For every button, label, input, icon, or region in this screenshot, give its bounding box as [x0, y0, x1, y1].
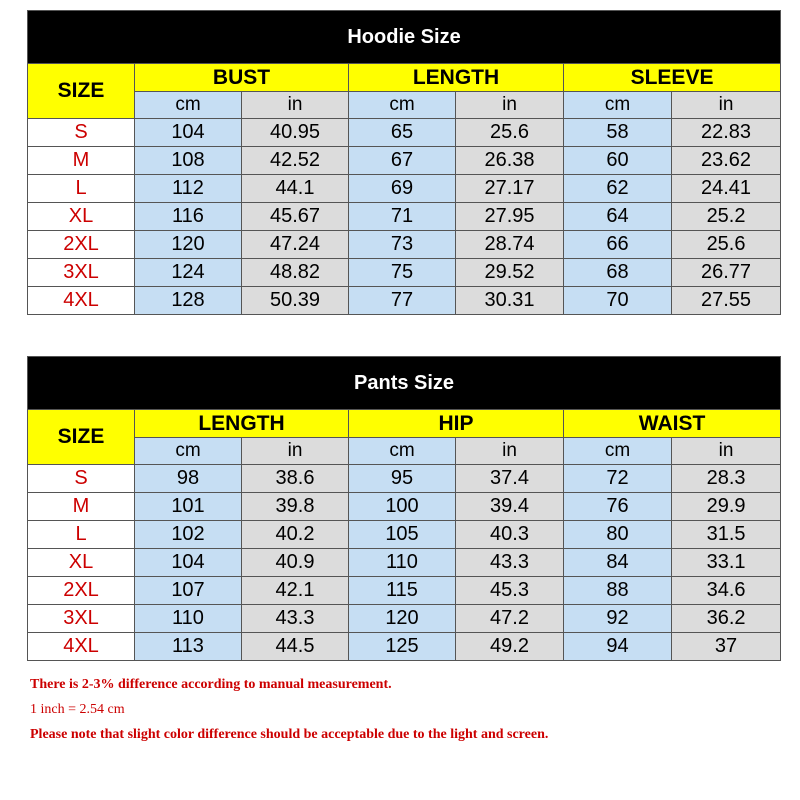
size-cell: L [28, 175, 135, 203]
measurement-cell: 37.4 [456, 465, 564, 493]
measurement-cell: 116 [135, 203, 242, 231]
pants-size-table [27, 356, 781, 661]
table-row [28, 465, 781, 493]
measurement-cell: 125 [349, 633, 456, 661]
measurement-cell: 110 [135, 605, 242, 633]
hoodie-group-length: LENGTH [349, 64, 564, 92]
notes-block [30, 672, 790, 747]
size-cell: 3XL [28, 259, 135, 287]
measurement-cell: 43.3 [456, 549, 564, 577]
measurement-cell: 40.3 [456, 521, 564, 549]
measurement-cell: 60 [564, 147, 672, 175]
measurement-cell: 45.3 [456, 577, 564, 605]
measurement-cell: 42.1 [242, 577, 349, 605]
table-row [28, 203, 781, 231]
unit-header: in [672, 92, 781, 119]
measurement-cell: 98 [135, 465, 242, 493]
unit-header: cm [564, 92, 672, 119]
hoodie-group-header-row [28, 64, 781, 92]
measurement-cell: 50.39 [242, 287, 349, 315]
measurement-cell: 107 [135, 577, 242, 605]
pants-group-hip: HIP [349, 410, 564, 438]
pants-group-header-row [28, 410, 781, 438]
measurement-cell: 39.8 [242, 493, 349, 521]
measurement-cell: 94 [564, 633, 672, 661]
table-row [28, 493, 781, 521]
measurement-cell: 128 [135, 287, 242, 315]
measurement-cell: 67 [349, 147, 456, 175]
measurement-cell: 112 [135, 175, 242, 203]
measurement-cell: 38.6 [242, 465, 349, 493]
measurement-cell: 47.2 [456, 605, 564, 633]
hoodie-size-table [27, 10, 781, 315]
pants-size-header: SIZE [28, 410, 135, 465]
size-cell: 4XL [28, 633, 135, 661]
unit-header: in [672, 438, 781, 465]
measurement-cell: 113 [135, 633, 242, 661]
unit-header: in [456, 92, 564, 119]
size-cell: 2XL [28, 577, 135, 605]
measurement-cell: 36.2 [672, 605, 781, 633]
measurement-cell: 25.6 [456, 119, 564, 147]
measurement-cell: 24.41 [672, 175, 781, 203]
measurement-cell: 43.3 [242, 605, 349, 633]
measurement-cell: 33.1 [672, 549, 781, 577]
measurement-cell: 34.6 [672, 577, 781, 605]
pants-title-row [28, 357, 781, 410]
measurement-cell: 120 [349, 605, 456, 633]
measurement-cell: 92 [564, 605, 672, 633]
measurement-cell: 84 [564, 549, 672, 577]
measurement-cell: 30.31 [456, 287, 564, 315]
measurement-cell: 64 [564, 203, 672, 231]
table-row [28, 147, 781, 175]
size-cell: S [28, 119, 135, 147]
table-row [28, 605, 781, 633]
unit-header: in [242, 438, 349, 465]
measurement-cell: 102 [135, 521, 242, 549]
measurement-cell: 105 [349, 521, 456, 549]
size-cell: L [28, 521, 135, 549]
measurement-cell: 48.82 [242, 259, 349, 287]
measurement-cell: 40.95 [242, 119, 349, 147]
hoodie-unit-row [28, 92, 781, 119]
unit-header: cm [135, 92, 242, 119]
hoodie-table-title: Hoodie Size [28, 11, 781, 64]
measurement-cell: 108 [135, 147, 242, 175]
pants-table-body [28, 465, 781, 661]
measurement-cell: 69 [349, 175, 456, 203]
size-cell: 3XL [28, 605, 135, 633]
hoodie-group-bust: BUST [135, 64, 349, 92]
measurement-cell: 28.3 [672, 465, 781, 493]
size-cell: S [28, 465, 135, 493]
table-row [28, 119, 781, 147]
measurement-cell: 101 [135, 493, 242, 521]
pants-group-waist: WAIST [564, 410, 781, 438]
measurement-cell: 25.6 [672, 231, 781, 259]
hoodie-title-row [28, 11, 781, 64]
table-row [28, 287, 781, 315]
size-cell: M [28, 493, 135, 521]
measurement-cell: 44.5 [242, 633, 349, 661]
measurement-cell: 27.17 [456, 175, 564, 203]
measurement-cell: 40.2 [242, 521, 349, 549]
note-color: Please note that slight color difference should be acceptable due to the light and screen. [30, 727, 549, 742]
hoodie-size-header: SIZE [28, 64, 135, 119]
measurement-cell: 62 [564, 175, 672, 203]
measurement-cell: 37 [672, 633, 781, 661]
measurement-cell: 77 [349, 287, 456, 315]
size-cell: 4XL [28, 287, 135, 315]
size-cell: M [28, 147, 135, 175]
measurement-cell: 72 [564, 465, 672, 493]
table-row [28, 231, 781, 259]
measurement-cell: 120 [135, 231, 242, 259]
measurement-cell: 71 [349, 203, 456, 231]
note-conversion: 1 inch = 2.54 cm [30, 702, 125, 717]
measurement-cell: 40.9 [242, 549, 349, 577]
measurement-cell: 27.95 [456, 203, 564, 231]
hoodie-group-sleeve: SLEEVE [564, 64, 781, 92]
measurement-cell: 104 [135, 119, 242, 147]
table-row [28, 577, 781, 605]
measurement-cell: 26.77 [672, 259, 781, 287]
measurement-cell: 70 [564, 287, 672, 315]
measurement-cell: 68 [564, 259, 672, 287]
measurement-cell: 47.24 [242, 231, 349, 259]
unit-header: cm [564, 438, 672, 465]
table-row [28, 549, 781, 577]
measurement-cell: 73 [349, 231, 456, 259]
unit-header: cm [349, 92, 456, 119]
measurement-cell: 29.9 [672, 493, 781, 521]
measurement-cell: 22.83 [672, 119, 781, 147]
measurement-cell: 104 [135, 549, 242, 577]
measurement-cell: 39.4 [456, 493, 564, 521]
measurement-cell: 45.67 [242, 203, 349, 231]
measurement-cell: 49.2 [456, 633, 564, 661]
table-row [28, 521, 781, 549]
unit-header: in [456, 438, 564, 465]
measurement-cell: 25.2 [672, 203, 781, 231]
unit-header: cm [349, 438, 456, 465]
measurement-cell: 23.62 [672, 147, 781, 175]
measurement-cell: 88 [564, 577, 672, 605]
pants-unit-row [28, 438, 781, 465]
pants-table-title: Pants Size [28, 357, 781, 410]
size-cell: XL [28, 203, 135, 231]
measurement-cell: 26.38 [456, 147, 564, 175]
measurement-cell: 28.74 [456, 231, 564, 259]
measurement-cell: 66 [564, 231, 672, 259]
measurement-cell: 115 [349, 577, 456, 605]
measurement-cell: 75 [349, 259, 456, 287]
table-row [28, 175, 781, 203]
measurement-cell: 65 [349, 119, 456, 147]
pants-group-length: LENGTH [135, 410, 349, 438]
measurement-cell: 27.55 [672, 287, 781, 315]
measurement-cell: 110 [349, 549, 456, 577]
measurement-cell: 29.52 [456, 259, 564, 287]
table-row [28, 259, 781, 287]
measurement-cell: 44.1 [242, 175, 349, 203]
size-cell: 2XL [28, 231, 135, 259]
unit-header: in [242, 92, 349, 119]
unit-header: cm [135, 438, 242, 465]
measurement-cell: 100 [349, 493, 456, 521]
measurement-cell: 42.52 [242, 147, 349, 175]
measurement-cell: 58 [564, 119, 672, 147]
table-row [28, 633, 781, 661]
measurement-cell: 80 [564, 521, 672, 549]
hoodie-table-body [28, 119, 781, 315]
measurement-cell: 124 [135, 259, 242, 287]
measurement-cell: 31.5 [672, 521, 781, 549]
size-cell: XL [28, 549, 135, 577]
measurement-cell: 76 [564, 493, 672, 521]
measurement-cell: 95 [349, 465, 456, 493]
note-difference: There is 2-3% difference according to manual measurement. [30, 677, 392, 692]
